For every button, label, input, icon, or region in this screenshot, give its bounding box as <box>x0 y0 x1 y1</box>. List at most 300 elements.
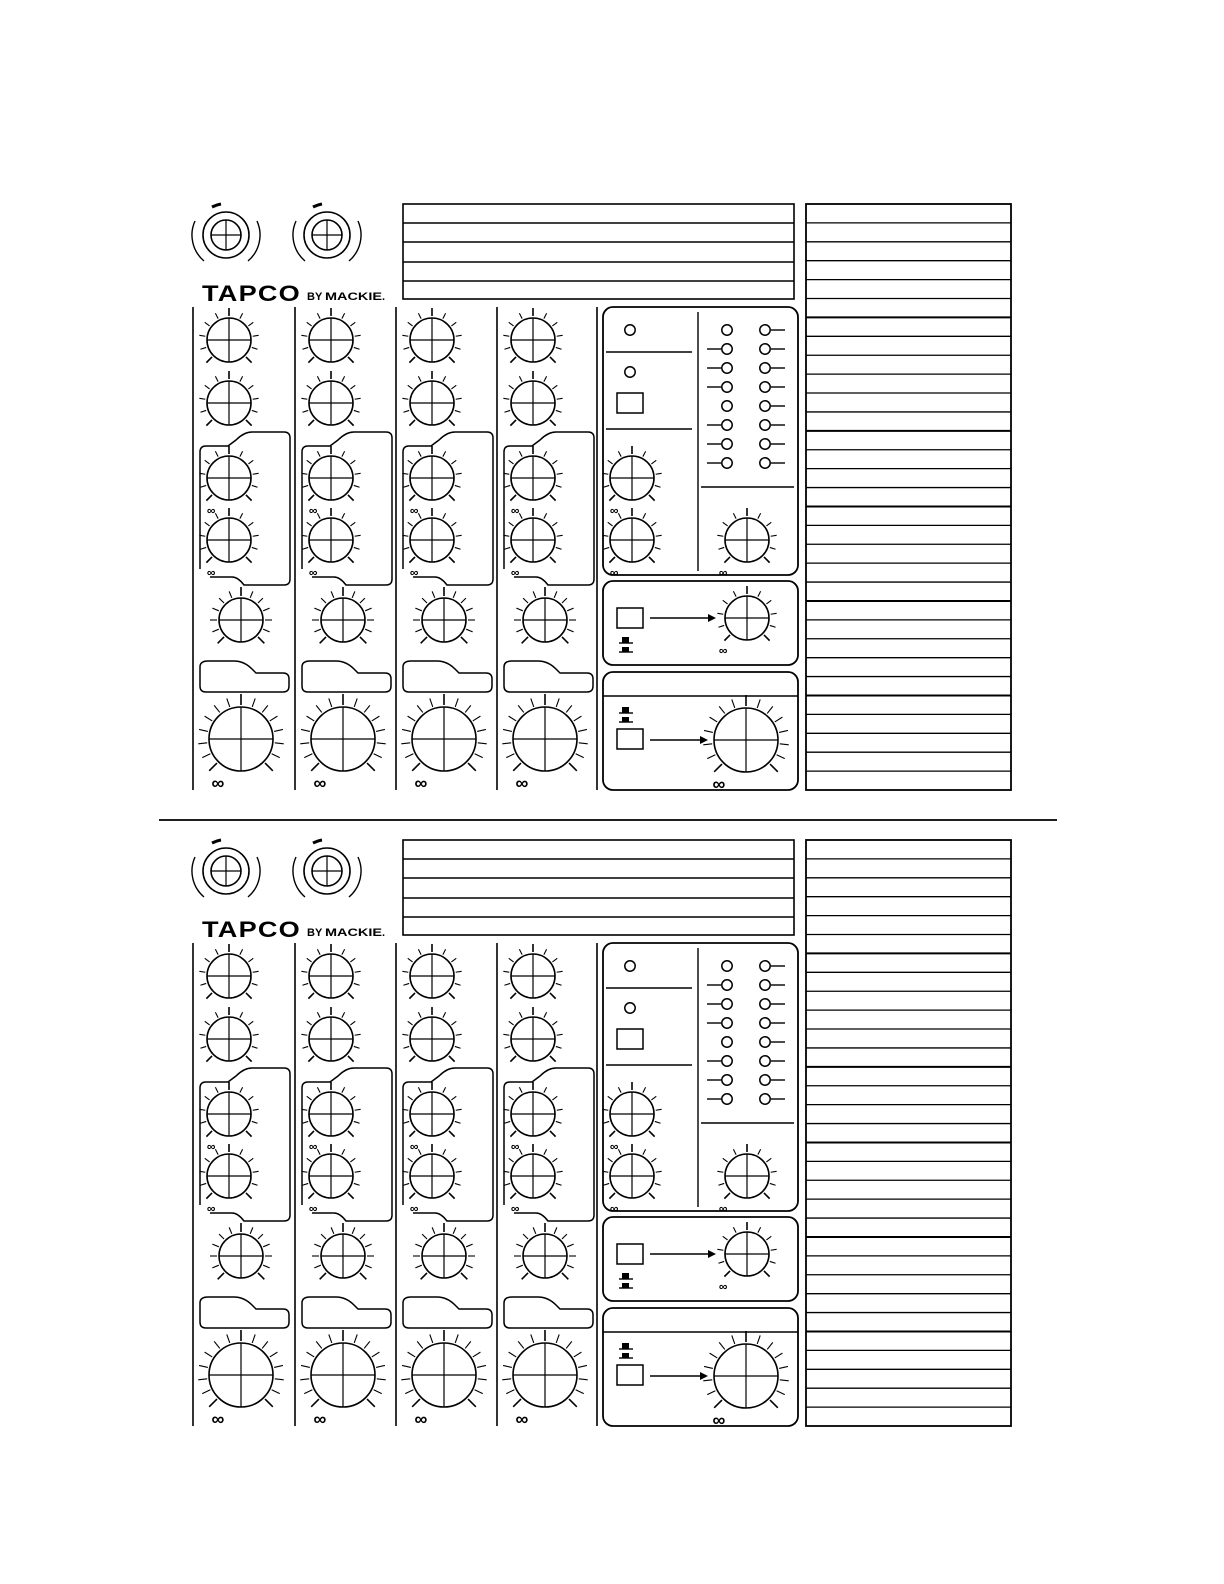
knob-tick <box>301 398 307 399</box>
logo-tapco: TAPCO <box>202 281 301 306</box>
knob-tick <box>302 1183 308 1185</box>
knob-tick <box>302 1121 308 1123</box>
led-ring <box>722 961 732 971</box>
knob-tick <box>455 983 461 985</box>
channel-strip-3 <box>396 307 493 793</box>
knob-tick <box>308 993 314 999</box>
knob-tick <box>519 376 522 381</box>
push-switch-icon <box>619 637 633 652</box>
knob-tick <box>408 958 413 962</box>
side-notes-column <box>806 204 1011 790</box>
knob-tick <box>503 335 509 336</box>
knob-tick <box>320 1273 326 1279</box>
notes-frame <box>403 204 794 299</box>
knob-tick <box>509 460 514 464</box>
knob-tick <box>348 1056 354 1062</box>
knob-tick <box>302 1046 308 1048</box>
effects-button <box>617 608 643 628</box>
knob-tick <box>780 744 789 745</box>
eq-high-knob <box>402 1007 461 1062</box>
aux-1-knob <box>301 446 360 518</box>
knob-tick <box>421 637 427 643</box>
assign-box <box>504 661 593 692</box>
knob-tick <box>544 313 547 318</box>
knob-tick <box>317 1087 320 1092</box>
knob-tick <box>377 743 386 744</box>
infinity-label: ∞ <box>206 1139 216 1154</box>
led-ring <box>722 1037 732 1047</box>
knob-tick <box>770 1400 778 1408</box>
led-indicator <box>760 1037 785 1047</box>
knob-tick <box>202 754 210 758</box>
knob-tick <box>202 1390 210 1394</box>
knob-tick <box>557 398 563 399</box>
knob-tick <box>252 983 258 985</box>
knob-tick <box>402 729 411 731</box>
knob-tick <box>321 598 326 603</box>
knob-tick <box>205 958 210 962</box>
side-notes-column <box>806 840 1011 1426</box>
led-ring <box>722 344 732 354</box>
knob-tick <box>252 1121 258 1123</box>
knob-tick <box>246 357 252 363</box>
knob-tick <box>215 313 218 318</box>
aux-1-knob <box>503 1082 562 1154</box>
knob-tick <box>503 1365 512 1367</box>
led-ring <box>760 401 770 411</box>
knob-tick <box>656 1171 662 1172</box>
knob-tick <box>556 1334 559 1342</box>
gain-knob <box>199 944 258 999</box>
channel-strip-2 <box>295 307 392 793</box>
knob-tick <box>205 385 210 389</box>
knob-tick <box>253 1171 259 1172</box>
knob-tick <box>723 1236 728 1240</box>
knob-tick <box>509 385 514 389</box>
knob-tick <box>360 637 366 643</box>
knob-tick <box>724 1193 730 1199</box>
knob-tick <box>308 357 314 363</box>
knob-tick <box>412 1399 420 1407</box>
knob-tick <box>240 1149 243 1154</box>
knob-tick <box>418 376 421 381</box>
infinity-label: ∞ <box>718 643 728 658</box>
knob-tick <box>710 1353 718 1358</box>
gain-knob <box>503 944 562 999</box>
infinity-label: ∞ <box>308 1139 318 1154</box>
knob-tick <box>550 420 556 426</box>
knob-tick <box>422 598 427 603</box>
knob-tick <box>350 522 355 526</box>
knob-tick <box>523 598 528 603</box>
infinity-label: ∞ <box>313 1408 327 1429</box>
knob-tick <box>240 1087 243 1092</box>
knob-tick <box>270 716 278 721</box>
knob-tick <box>443 1087 446 1092</box>
knob-tick <box>408 1158 413 1162</box>
gain-knob <box>199 308 258 363</box>
knob-tick <box>212 629 218 632</box>
knob-tick <box>643 513 646 518</box>
knob-tick <box>430 698 433 706</box>
knob-tick <box>552 958 557 962</box>
assign-box <box>403 661 492 692</box>
knob-tick <box>552 522 557 526</box>
knob-tick <box>475 754 483 758</box>
knob-tick <box>519 949 522 954</box>
knob-tick <box>643 1087 646 1092</box>
knob-tick <box>449 420 455 426</box>
knob-tick <box>461 598 466 603</box>
logo-mark: . <box>382 291 386 303</box>
infinity-label: ∞ <box>510 1201 520 1216</box>
led-indicator <box>707 1075 732 1085</box>
tapco-logo <box>202 917 385 942</box>
knob-tick <box>317 1012 320 1017</box>
led-indicator <box>760 344 785 354</box>
eq-high-knob <box>301 1007 360 1062</box>
knob-tick <box>408 716 416 721</box>
knob-tick <box>451 522 456 526</box>
led-indicator <box>760 1094 785 1104</box>
led-ring <box>760 420 770 430</box>
knob-tick <box>376 1365 385 1367</box>
led-ring <box>760 458 770 468</box>
led-indicator <box>625 367 635 377</box>
knob-tick <box>567 608 573 611</box>
knob-tick <box>409 420 415 426</box>
led-ring <box>760 363 770 373</box>
knob-tick <box>403 1046 409 1048</box>
led-ring <box>760 382 770 392</box>
knob-tick <box>205 1096 210 1100</box>
knob-tick <box>409 993 415 999</box>
knob-tick <box>199 335 205 336</box>
infinity-label: ∞ <box>308 565 318 580</box>
knob-tick <box>466 1244 472 1247</box>
knob-tick <box>724 557 730 563</box>
infinity-label: ∞ <box>609 503 619 518</box>
knob-tick <box>719 706 725 713</box>
knob-tick <box>355 971 361 972</box>
knob-tick <box>649 557 655 563</box>
knob-tick <box>350 322 355 326</box>
knob-tick <box>240 513 243 518</box>
led-ring <box>760 961 770 971</box>
knob-tick <box>258 598 263 603</box>
knob-tick <box>374 1390 382 1394</box>
knob-tick <box>342 1149 345 1154</box>
knob-tick <box>510 557 516 563</box>
knob-tick <box>372 1352 380 1357</box>
trim-knob <box>192 840 260 897</box>
knob-tick <box>473 1352 481 1357</box>
main-mix-frame <box>603 1308 798 1426</box>
knob-tick <box>209 763 217 771</box>
knob-tick <box>770 547 776 549</box>
knob-tick <box>779 730 788 732</box>
knob-tick <box>557 971 563 972</box>
knob-tick <box>248 522 253 526</box>
eq-high-knob <box>301 371 360 426</box>
knob-tick <box>348 495 354 501</box>
knob-tick <box>714 1400 722 1408</box>
led-ring <box>760 1018 770 1028</box>
knob-tick <box>618 451 621 456</box>
gain-knob <box>301 308 360 363</box>
knob-tick <box>200 1183 206 1185</box>
knob-tick <box>757 1335 760 1343</box>
infinity-label: ∞ <box>409 565 419 580</box>
switch-cap <box>622 647 629 652</box>
eq-high-knob <box>402 371 461 426</box>
switch-cap <box>622 1273 629 1279</box>
knob-tick <box>554 1227 557 1233</box>
knob-tick <box>408 385 413 389</box>
knob-tick <box>603 485 609 487</box>
knob-tick <box>316 705 322 712</box>
gain-knob <box>301 944 360 999</box>
knob-tick <box>780 1380 789 1381</box>
knob-tick <box>265 763 273 771</box>
knob-tick <box>240 1012 243 1017</box>
knob-tick <box>557 535 563 536</box>
knob-tick <box>566 1341 572 1348</box>
knob-tick <box>544 1087 547 1092</box>
knob-tick <box>342 1087 345 1092</box>
knob-tick <box>215 949 218 954</box>
knob-tick <box>317 313 320 318</box>
knob-tick <box>473 716 481 721</box>
knob-tick <box>767 1342 773 1349</box>
trim-arc-right <box>349 857 361 897</box>
level-knob <box>401 694 486 793</box>
knob-tick <box>544 451 547 456</box>
knob-tick <box>302 547 308 549</box>
channel-strip-1 <box>193 307 290 793</box>
knob-tick <box>764 635 770 641</box>
led-ring <box>760 439 770 449</box>
knob-tick <box>455 698 458 706</box>
main-mix-button <box>617 729 643 749</box>
recall-panel-top <box>192 204 1011 794</box>
knob-tick <box>550 1131 556 1137</box>
knob-tick <box>246 993 252 999</box>
logo-mark: . <box>382 927 386 939</box>
knob-tick <box>503 971 509 972</box>
knob-tick <box>354 485 360 487</box>
knob-tick <box>206 1131 212 1137</box>
knob-tick <box>608 522 613 526</box>
knob-tick <box>354 347 360 349</box>
knob-tick <box>506 754 514 758</box>
led-ring <box>722 325 732 335</box>
knob-tick <box>262 1341 268 1348</box>
level-knob <box>300 1330 385 1429</box>
knob-tick <box>603 547 609 549</box>
knob-tick <box>456 1034 462 1035</box>
knob-tick <box>766 600 771 604</box>
aux-2-knob <box>402 508 461 580</box>
knob-tick <box>342 376 345 381</box>
knob-tick <box>365 608 371 611</box>
knob-tick <box>360 598 365 603</box>
knob-tick <box>718 547 724 549</box>
knob-tick <box>443 1149 446 1154</box>
knob-tick <box>733 591 736 596</box>
knob-tick <box>569 763 577 771</box>
knob-tick <box>509 716 517 721</box>
effects-button <box>617 1244 643 1264</box>
knob-tick <box>764 557 770 563</box>
knob-tick <box>240 313 243 318</box>
knob-tick <box>609 1193 615 1199</box>
pan-knob <box>413 587 475 643</box>
knob-tick <box>352 1227 355 1233</box>
knob-tick <box>552 1021 557 1025</box>
knob-tick <box>556 547 562 549</box>
knob-tick <box>724 635 730 641</box>
master-section <box>602 307 798 580</box>
knob-tick <box>422 1234 427 1239</box>
knob-tick <box>522 1273 528 1279</box>
knob-tick <box>451 322 456 326</box>
knob-tick <box>307 385 312 389</box>
knob-tick <box>557 473 563 474</box>
knob-tick <box>509 322 514 326</box>
led-indicator <box>625 325 635 335</box>
knob-tick <box>578 1365 587 1367</box>
knob-tick <box>198 1379 207 1380</box>
assign-box <box>200 1297 289 1328</box>
knob-tick <box>308 420 314 426</box>
logo-by: BY <box>307 927 323 939</box>
knob-tick <box>240 451 243 456</box>
knob-tick <box>215 451 218 456</box>
led-meter <box>707 961 785 1104</box>
knob-tick <box>314 1244 320 1247</box>
knob-tick <box>308 557 314 563</box>
level-knob <box>502 694 587 793</box>
knob-tick <box>567 1265 573 1268</box>
trim-arc-left <box>293 221 305 261</box>
knob-tick <box>504 410 510 412</box>
led-ring <box>625 961 635 971</box>
knob-tick <box>550 495 556 501</box>
knob-tick <box>443 949 446 954</box>
infinity-label: ∞ <box>718 1279 728 1294</box>
knob-tick <box>718 1261 724 1263</box>
knob-tick <box>365 1244 371 1247</box>
effects-box <box>603 1217 798 1301</box>
knob-tick <box>504 347 510 349</box>
knob-tick <box>455 485 461 487</box>
knob-tick <box>355 1171 361 1172</box>
knob-tick <box>408 1096 413 1100</box>
knob-tick <box>308 1131 314 1137</box>
knob-tick <box>707 755 715 759</box>
knob-tick <box>252 547 258 549</box>
pan-knob <box>514 587 576 643</box>
knob-tick <box>732 699 735 707</box>
knob-tick <box>219 598 224 603</box>
assign-box <box>302 1297 391 1328</box>
knob-tick <box>302 983 308 985</box>
knob-tick <box>777 1391 785 1395</box>
knob-tick <box>550 993 556 999</box>
knob-tick <box>348 1193 354 1199</box>
knob-tick <box>456 473 462 474</box>
knob-tick <box>443 513 446 518</box>
knob-tick <box>618 1087 621 1092</box>
gain-knob <box>402 944 461 999</box>
trim-arc-right <box>349 221 361 261</box>
knob-tick <box>314 1265 320 1268</box>
knob-tick <box>443 313 446 318</box>
knob-tick <box>567 1244 573 1247</box>
knob-tick <box>456 398 462 399</box>
knob-tick <box>354 698 357 706</box>
knob-tick <box>329 698 332 706</box>
knob-tick <box>408 460 413 464</box>
mode-button <box>617 1029 643 1049</box>
knob-tick <box>258 1234 263 1239</box>
logo-mackie: MACKIE <box>325 291 382 303</box>
knob-tick <box>409 357 415 363</box>
knob-tick <box>302 347 308 349</box>
knob-tick <box>456 335 462 336</box>
knob-tick <box>350 460 355 464</box>
infinity-label: ∞ <box>211 1408 225 1429</box>
knob-tick <box>248 385 253 389</box>
knob-tick <box>717 1171 723 1172</box>
knob-tick <box>655 1183 661 1185</box>
knob-tick <box>578 729 587 731</box>
knob-tick <box>502 743 511 744</box>
knob-tick <box>415 1244 421 1247</box>
knob-tick <box>770 764 778 772</box>
knob-tick <box>556 1121 562 1123</box>
knob-tick <box>516 1265 522 1268</box>
knob-tick <box>365 629 371 632</box>
knob-tick <box>758 1149 761 1154</box>
switch-cap <box>622 637 629 643</box>
knob-tick <box>552 1096 557 1100</box>
trim-arc-right <box>248 857 260 897</box>
knob-tick <box>451 1021 456 1025</box>
knob-tick <box>455 547 461 549</box>
knob-tick <box>215 376 218 381</box>
knob-tick <box>651 522 656 526</box>
knob-tick <box>771 535 777 536</box>
knob-tick <box>449 1193 455 1199</box>
aux-2-knob <box>503 1144 562 1216</box>
side-notes-frame <box>806 840 1011 1426</box>
knob-tick <box>718 625 724 627</box>
knob-tick <box>707 1391 715 1395</box>
knob-tick <box>767 706 773 713</box>
knob-tick <box>618 513 621 518</box>
led-ring <box>760 980 770 990</box>
knob-tick <box>704 730 713 732</box>
effects-box <box>603 581 798 665</box>
knob-tick <box>409 495 415 501</box>
knob-tick <box>206 993 212 999</box>
eq-high-knob <box>503 371 562 426</box>
knob-tick <box>656 1109 662 1110</box>
aux-2-knob <box>503 508 562 580</box>
knob-tick <box>403 485 409 487</box>
